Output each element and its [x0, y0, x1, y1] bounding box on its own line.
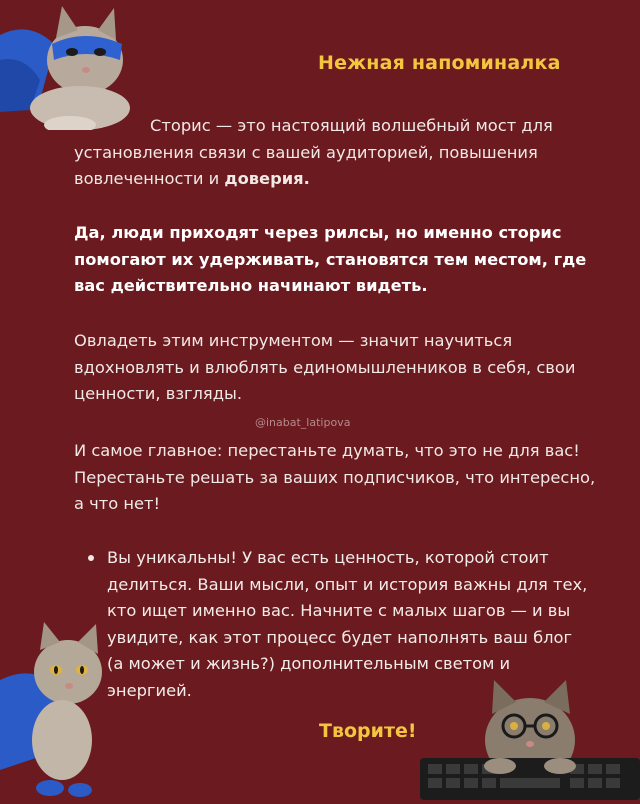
paragraph-reels-stories: Да, люди приходят через рилсы, но именно сторис помогают их удерживать, становятся тем местом, где вас действительно начинают видеть.: [74, 223, 587, 295]
paragraph-text: Сторис — это настоящий волшебный мост для установления связи с вашей аудиторией, повышения вовлеченности и: [74, 116, 553, 188]
bullet-text: Вы уникальны! У вас есть ценность, которой стоит делиться. Ваши мысли, опыт и история важны для тех, кто ищет именно вас. Начните с малых шагов — и вы увидите, как этот процесс будет наполнять ваш блог (а может и жизнь?) дополнительным светом и энергией.: [107, 548, 588, 700]
cat-with-glasses-keyboard-icon: [420, 680, 640, 804]
bullet-dot-icon: [88, 555, 94, 561]
paragraph-stories-bridge: [74, 113, 604, 193]
page-title: Нежная напоминалка: [318, 52, 561, 74]
watermark: @inabat_latipova: [255, 416, 351, 429]
paragraph-master-tool: Овладеть этим инструментом — значит научиться вдохновлять и влюблять единомышленников в себя, свои ценности, взгляды.: [74, 331, 576, 403]
paragraph-main-point: И самое главное: перестаньте думать, что это не для вас! Перестаньте решать за ваших подписчиков, что интересно, а что нет!: [74, 441, 596, 513]
superhero-cat-bottom-icon: [0, 620, 120, 804]
paragraph-bold-text: доверия.: [224, 169, 310, 188]
call-to-action: Творите!: [319, 720, 417, 742]
